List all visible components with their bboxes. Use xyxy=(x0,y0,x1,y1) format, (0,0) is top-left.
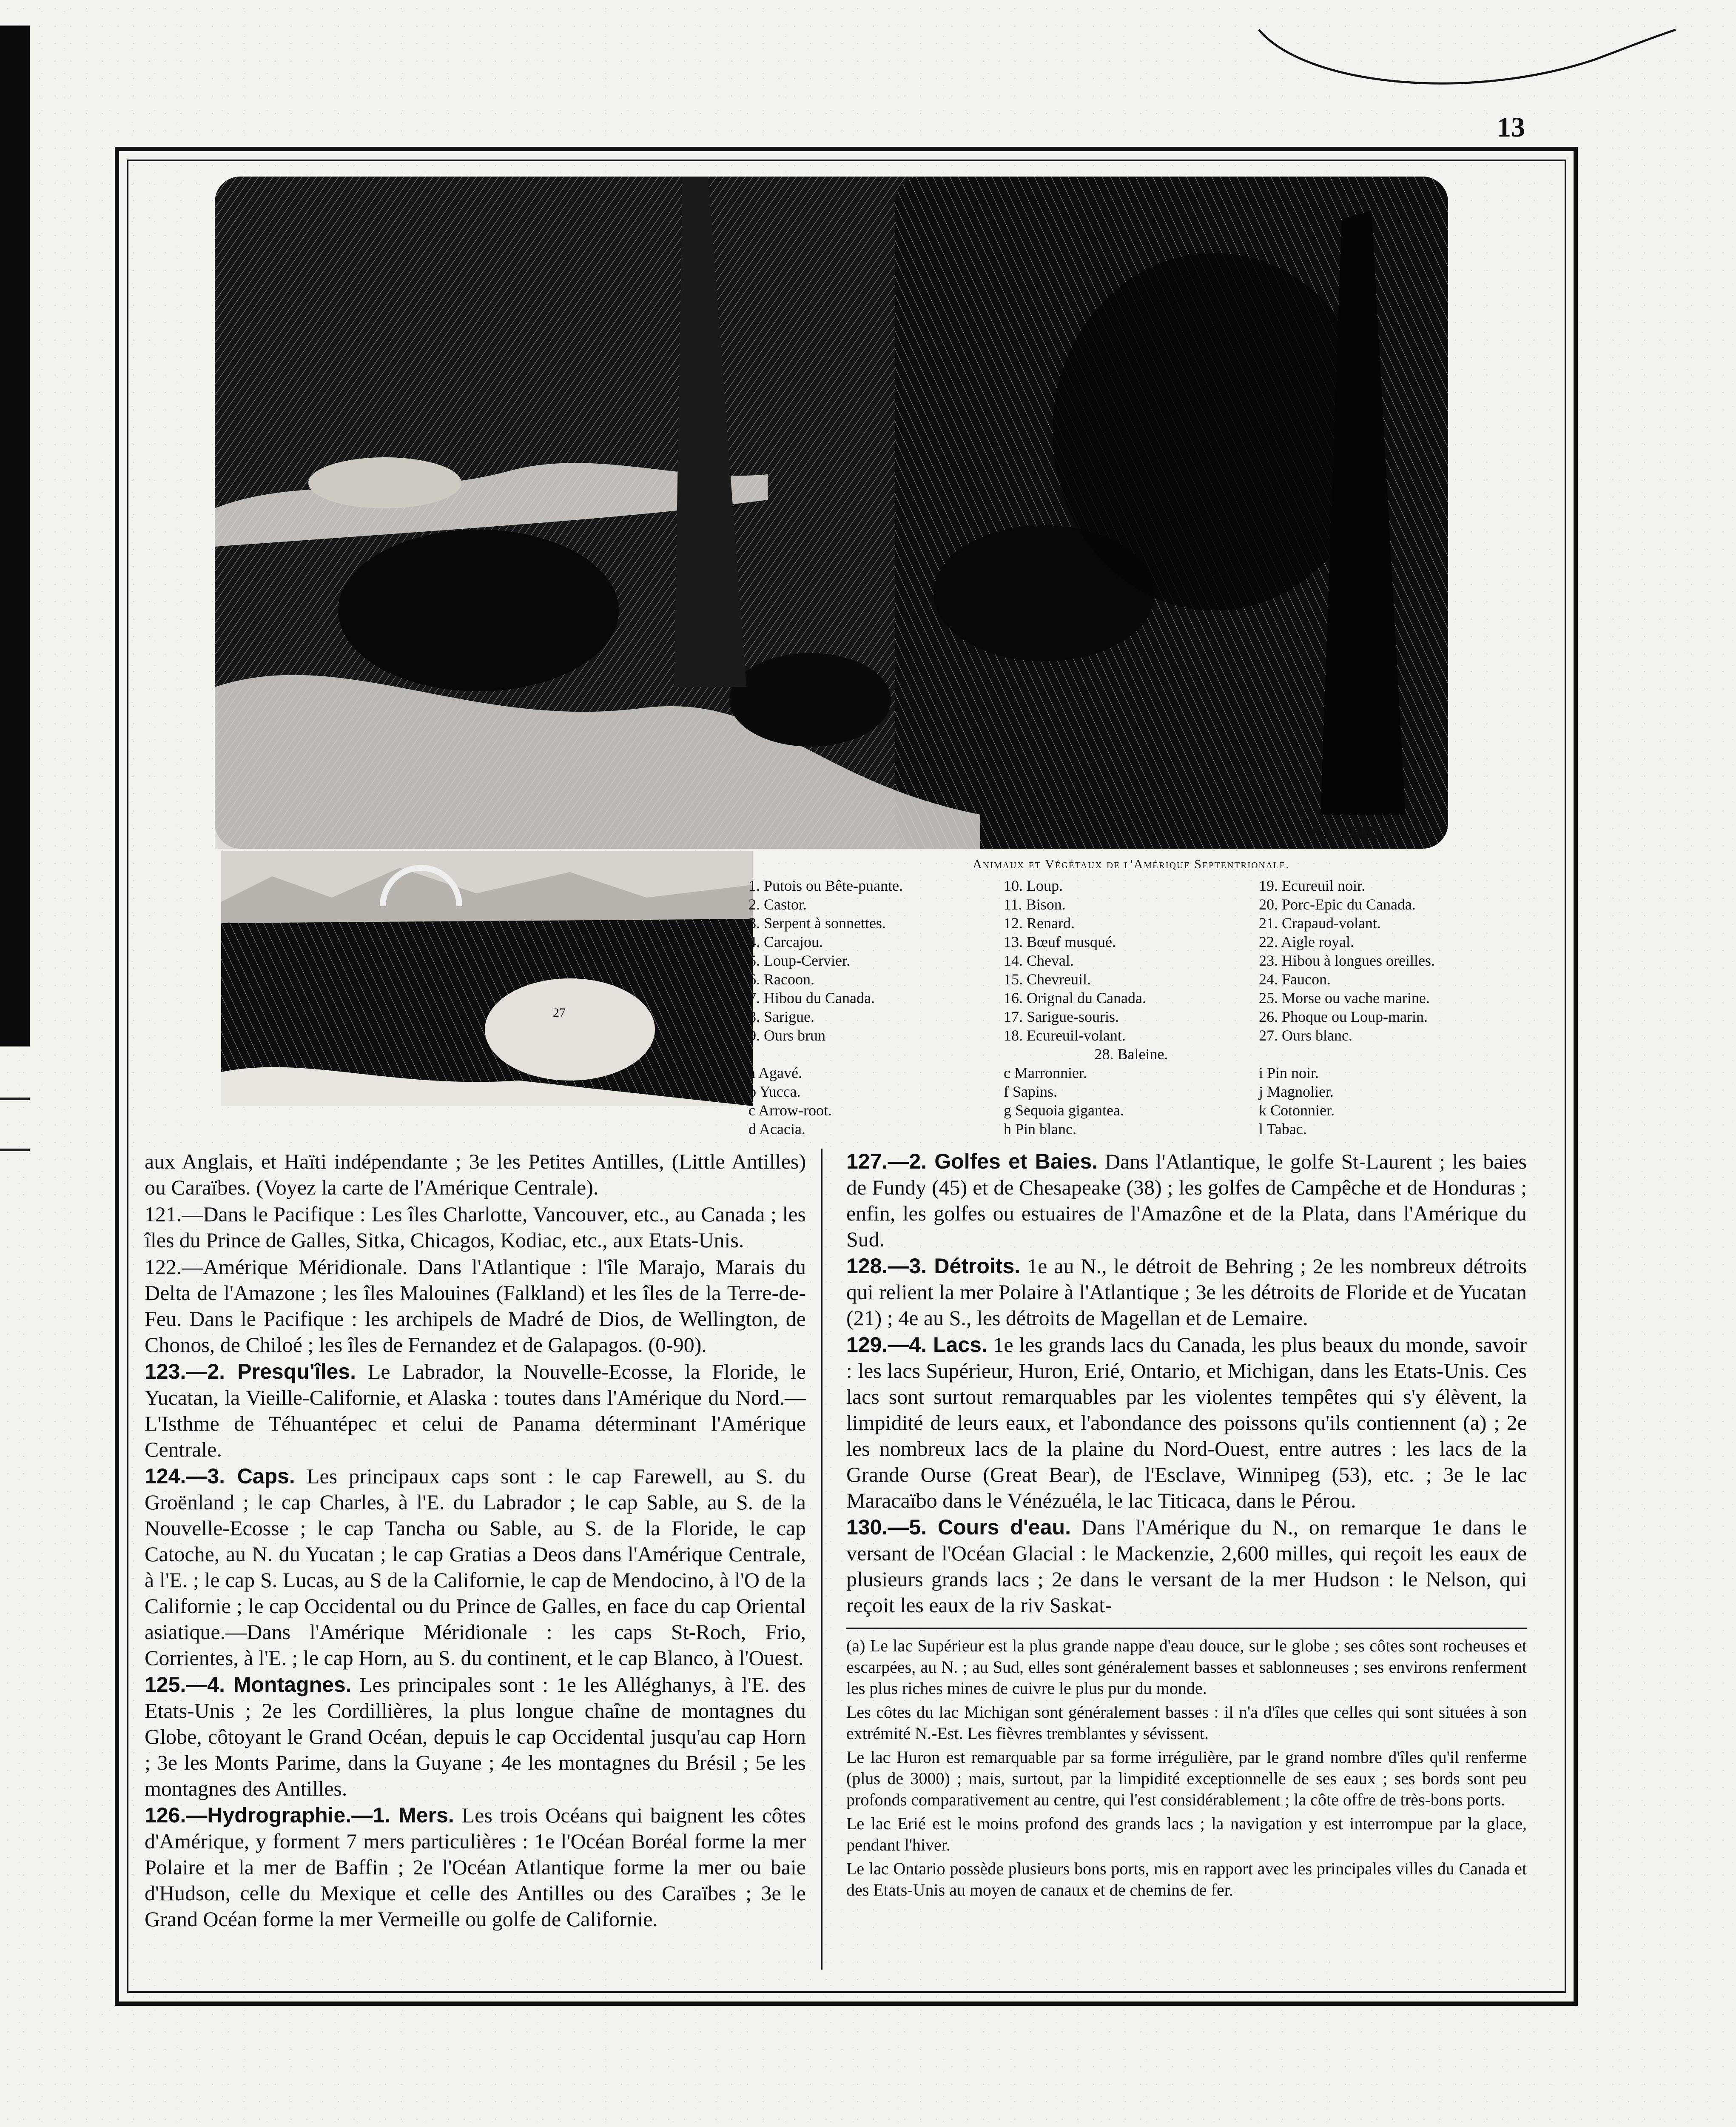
binding-edge xyxy=(0,26,30,1046)
paragraph-text: 121.—Dans le Pacifique : Les îles Charlotte, Vancouver, etc., au Canada ; les îles du Prince de Galles, Sitka, Chicagos, Kodiac, etc., aux Etats-Unis. xyxy=(145,1202,806,1252)
polar-bear-figure xyxy=(485,978,655,1081)
engraver-signature: E.CSAMER xyxy=(1312,824,1397,842)
legend-item: 18. Ecureuil-volant. xyxy=(1004,1027,1126,1044)
paragraph xyxy=(846,1253,1527,1331)
footnote: Le lac Huron est remarquable par sa forme irrégulière, par le grand nombre d'îles qu'il renferme (plus de 3000) ; mais, surtout, par la limpidité exceptionnelle de ses eaux ; ses bords sont peu profonds comparativement au centre, qui l'est considérablement ; la côte offre de très-bons ports. xyxy=(846,1748,1527,1809)
footnotes xyxy=(846,1635,1527,1901)
section-heading: 123.—2. Presqu'îles. xyxy=(145,1360,356,1383)
section-heading: 125.—4. Montagnes. xyxy=(145,1673,352,1696)
paragraph-text: Les trois Océans qui baignent les côtes d'Amérique, y forment 7 mers particulières : 1e l'Océan Boréal forme la mer Polaire et la mer de Baffin ; 2e l'Océan Atlantique forme la mer ou baie d'Hudson, celle du Mexique et celle des Antilles ou des Caraïbes ; 3e le Grand Océan forme la mer Vermeille ou golfe de Californie. xyxy=(145,1803,806,1931)
section-heading: 129.—4. Lacs. xyxy=(846,1333,988,1357)
legend-item: 16. Orignal du Canada. xyxy=(1004,989,1146,1006)
legend-item: 27. Ours blanc. xyxy=(1259,1027,1352,1044)
paragraph xyxy=(145,1359,806,1463)
legend-item: 20. Porc-Epic du Canada. xyxy=(1259,896,1416,913)
paragraph xyxy=(145,1149,806,1200)
legend-item: k Cotonnier. xyxy=(1259,1102,1335,1119)
inset-label: 27 xyxy=(553,1006,566,1020)
section-heading: 130.—5. Cours d'eau. xyxy=(846,1515,1071,1539)
section-heading: 128.—3. Détroits. xyxy=(846,1254,1021,1278)
legend-item: 13. Bœuf musqué. xyxy=(1004,933,1116,950)
legend-plants-col-3 xyxy=(1259,1064,1514,1138)
legend-item: 28. Baleine. xyxy=(1094,1046,1168,1063)
legend-item: 10. Loup. xyxy=(1004,877,1063,894)
legend-item: i Pin noir. xyxy=(1259,1064,1319,1081)
section-heading: 127.—2. Golfes et Baies. xyxy=(846,1149,1098,1173)
legend-item: 9. Ours brun xyxy=(748,1027,825,1044)
legend-item: 4. Carcajou. xyxy=(748,933,823,950)
text-column-right xyxy=(846,1149,1527,1903)
paragraph-text: Les principaux caps sont : le cap Farewell, au S. du Groënland ; le cap Charles, à l'E. du Labrador ; le cap Sable, au S. de la Nouvelle-Ecosse ; le cap Tancha ou Sable, au S. de la Floride, le cap Catoche, au N. du Yucatan ; le cap Gratias a Deos dans l'Amérique Centrale, à l'E. ; le cap S. Lucas, au S de la Californie, le cap de Mendocino, à l'O de la Californie ; le cap Occidental ou du Prince de Galles, en face du cap Oriental asiatique.—Dans l'Amérique Méridionale : les caps St-Roch, Frio, Corrientes, à l'E. ; le cap Horn, au S. du continent, et le cap Blanco, à l'Ouest. xyxy=(145,1464,806,1670)
edge-mark xyxy=(0,1098,30,1100)
paragraph-text: Dans l'Atlantique, le golfe St-Laurent ; les baies de Fundy (45) et de Chesapeake (38) ; les golfes de Campêche et de Honduras ; enfin, les golfes ou estuaires de l'Amazône et de la Plata, dans l'Amérique du Sud. xyxy=(846,1149,1527,1251)
legend-item: b Yucca. xyxy=(748,1083,801,1100)
paragraph xyxy=(846,1149,1527,1252)
footnote-divider xyxy=(846,1628,1527,1629)
paragraph xyxy=(145,1254,806,1358)
paragraph xyxy=(145,1201,806,1253)
legend-item: c Marronnier. xyxy=(1004,1064,1087,1081)
section-heading: 124.—3. Caps. xyxy=(145,1464,295,1488)
engraving-illustration xyxy=(215,177,1448,849)
paragraph-text: 1e au N., le détroit de Behring ; 2e les nombreux détroits qui relient la mer Polaire à l'Atlantique ; 3e les détroits de Floride et de Yucatan (21) ; 4e au S., les détroits de Magellan et de Lemaire. xyxy=(846,1254,1527,1330)
legend-item: 7. Hibou du Canada. xyxy=(748,989,875,1006)
legend-col-3 xyxy=(1259,876,1514,1045)
legend-animals xyxy=(748,876,1514,1045)
bison-silhouette xyxy=(338,530,619,691)
legend-plants-col-1 xyxy=(748,1064,1004,1138)
legend-col-2 xyxy=(1004,876,1259,1045)
legend-item: 19. Ecureuil noir. xyxy=(1259,877,1365,894)
legend-item: 6. Racoon. xyxy=(748,971,814,988)
legend-title: Animaux et Végétaux de l'Amérique Septentrionale. xyxy=(973,857,1290,871)
legend-item: g Sequoia gigantea. xyxy=(1004,1102,1124,1119)
legend-item: 12. Renard. xyxy=(1004,915,1075,932)
paragraph xyxy=(846,1514,1527,1618)
legend-item: 25. Morse ou vache marine. xyxy=(1259,989,1430,1006)
legend-item: 15. Chevreuil. xyxy=(1004,971,1091,988)
legend-item: 5. Loup-Cervier. xyxy=(748,952,850,969)
page-number: 13 xyxy=(1497,112,1525,143)
column-divider xyxy=(821,1149,822,1970)
paragraph xyxy=(145,1672,806,1802)
legend-item: d Acacia. xyxy=(748,1121,805,1138)
legend-item: 2. Castor. xyxy=(748,896,807,913)
legend-item: 1. Putois ou Bête-puante. xyxy=(748,877,903,894)
edge-mark xyxy=(0,1149,30,1151)
paragraph-text: 122.—Amérique Méridionale. Dans l'Atlantique : l'île Marajo, Marais du Delta de l'Amazone ; les îles Malouines (Falkland) et les îles de la Terre-de-Feu. Dans le Pacifique : les archipels de Madré de Dios, de Wellington, de Chonos, de Chiloé ; les îles de Fernandez et de Galapagos. (0-90). xyxy=(145,1255,806,1357)
paragraph-text: aux Anglais, et Haïti indépendante ; 3e les Petites Antilles, (Little Antilles) ou Caraïbes. (Voyez la carte de l'Amérique Centrale). xyxy=(145,1149,806,1199)
footnote: (a) Le lac Supérieur est la plus grande nappe d'eau douce, sur le globe ; ses côtes sont rocheuses et escarpées, au N. ; au Sud, elles sont généralement basses et sablonneuses ; ses environs renferment les plus riches mines de cuivre le plus pur du monde. xyxy=(846,1636,1527,1698)
legend-item: h Pin blanc. xyxy=(1004,1121,1076,1138)
legend-item: 23. Hibou à longues oreilles. xyxy=(1259,952,1435,969)
legend-item: 22. Aigle royal. xyxy=(1259,933,1354,950)
footnote: Le lac Erié est le moins profond des grands lacs ; la navigation y est interrompue par la glace, pendant l'hiver. xyxy=(846,1814,1527,1854)
footnote: Le lac Ontario possède plusieurs bons ports, mis en rapport avec les principales villes du Canada et des Etats-Unis au moyen de canaux et de chemins de fer. xyxy=(846,1859,1527,1899)
legend-item: c Arrow-root. xyxy=(748,1102,832,1119)
paragraph-text: Les principales sont : 1e les Alléghanys, à l'E. des Etats-Unis ; 2e les Cordillières, la plus longue chaîne de montagnes du Globe, côtoyant le Grand Océan, depuis le cap Occidental jusqu'au cap Horn ; 3e les Monts Parime, dans la Guyane ; 4e les montagnes du Brésil ; 5e les montagnes des Antilles. xyxy=(145,1673,806,1800)
footnote: Les côtes du lac Michigan sont généralement basses : il n'a d'îles que celles qui sont situées à son extrémité N.-Est. Les fièvres tremblantes y sévissent. xyxy=(846,1702,1527,1743)
illustration-legend xyxy=(748,855,1514,1138)
inset-illustration xyxy=(221,851,753,1106)
legend-item: 24. Faucon. xyxy=(1259,971,1331,988)
legend-plants-col-2 xyxy=(1004,1064,1259,1138)
paragraph xyxy=(145,1463,806,1671)
legend-item: f Sapins. xyxy=(1004,1083,1057,1100)
legend-item: 14. Cheval. xyxy=(1004,952,1074,969)
legend-plants xyxy=(748,1064,1514,1138)
legend-item: 26. Phoque ou Loup-marin. xyxy=(1259,1008,1428,1025)
text-column-left xyxy=(145,1149,806,1933)
pen-stroke-decoration xyxy=(1255,13,1680,106)
legend-item: 3. Serpent à sonnettes. xyxy=(748,915,886,932)
legend-item: 11. Bison. xyxy=(1004,896,1066,913)
legend-item: j Magnolier. xyxy=(1259,1083,1334,1100)
paragraph xyxy=(846,1332,1527,1514)
legend-item: 17. Sarigue-souris. xyxy=(1004,1008,1119,1025)
paragraph-text: Le Labrador, la Nouvelle-Ecosse, la Floride, le Yucatan, la Vieille-Californie, et Alaska : toutes dans l'Amérique du Nord.—L'Isthme de Téhuantépec et celui de Panama déterminant l'Amérique Centrale. xyxy=(145,1360,806,1461)
paragraph-text: 1e les grands lacs du Canada, les plus beaux du monde, savoir : les lacs Supérieur, Huron, Erié, Ontario, et Michigan, dans les Etats-Unis. Ces lacs sont surtout remarquables par les violentes tempêtes qui s'y élèvent, la limpidité de leurs eaux, et l'abondance des poissons qu'ils contiennent (a) ; 2e les nombreux lacs de la plaine du Nord-Ouest, entre autres : les lacs de la Grande Ourse (Great Bear), de l'Esclave, Winnipeg (53), etc. ; 3e le lac Maracaïbo dans le Vénézuéla, le lac Titicaca, dans le Pérou. xyxy=(846,1333,1527,1512)
paragraph-text: Dans l'Amérique du N., on remarque 1e dans le versant de l'Océan Glacial : le Mackenzie, 2,600 milles, qui reçoit les eaux de plusieurs grands lacs ; 2e dans le versant de la mer Hudson : le Nelson, qui reçoit les eaux de la riv Saskat- xyxy=(846,1515,1527,1617)
paragraph xyxy=(145,1802,806,1932)
legend-item: 8. Sarigue. xyxy=(748,1008,814,1025)
legend-item: a Agavé. xyxy=(748,1064,802,1081)
legend-item: l Tabac. xyxy=(1259,1121,1307,1138)
legend-item: 21. Crapaud-volant. xyxy=(1259,915,1381,932)
section-heading: 126.—Hydrographie.—1. Mers. xyxy=(145,1803,454,1827)
legend-col-1 xyxy=(748,876,1004,1045)
